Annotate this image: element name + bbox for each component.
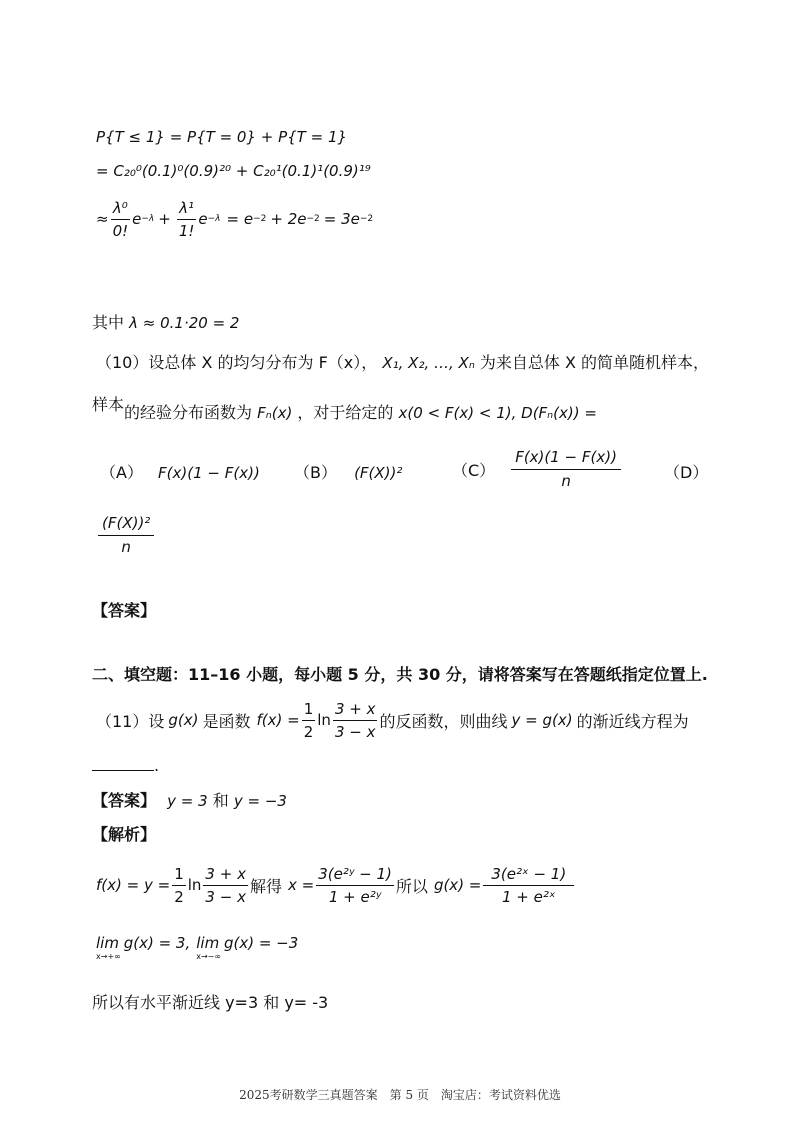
q11-solution: f(x) = y = $\frac{1}{2}$ ln $\frac{3 + x}{3 - x}$ 解得 x = $\frac{\text{3(e²ʸ − 1)}}{\text{1 + e²ʸ}}$ 所以 g(x) = $\frac{\text{3(e²ˣ − 1)}}{\text{1 + e²ˣ}}$ [96, 860, 576, 910]
blank-line [92, 758, 154, 771]
option-c: （C） $\frac{F(x)(1 - F(x))}{n}$ [452, 448, 623, 490]
answer-blank: . [92, 756, 159, 775]
option-a: （A） F(x)(1 − F(x)) [100, 463, 260, 482]
fraction-lambda0: $\frac{\text{λ⁰}}{0!}$ [112, 198, 129, 240]
fraction-lambda1: $\frac{\text{λ¹}}{1!}$ [178, 198, 195, 240]
q10-line-2: 样本的经验分布函数为 Fₙ(x) ，对于给定的 x(0 < F(x) < 1), D(Fₙ(x)) = [92, 395, 597, 422]
q11-limits: lim g(x) = 3, x→+∞ lim g(x) = −3 x→−∞ [96, 934, 299, 961]
section-heading: 二、填空题：11–16 小题，每小题 5 分，共 30 分，请将答案写在答题纸指定位置上. [92, 665, 708, 684]
approx-sign: ≈ [96, 210, 109, 228]
option-d: $\frac{\text{(F(X))²}}{n}$ [96, 514, 156, 556]
q11-analysis-label: 【解析】 [92, 825, 157, 844]
prob-line-3: ≈ $\frac{\text{λ⁰}}{0!}$ e −λ + $\frac{\text{λ¹}}{1!}$ e −λ = e −2 + 2e −2 = 3e −2 [96, 198, 374, 240]
prob-line-2: = C₂₀⁰(0.1)⁰(0.9)²⁰ + C₂₀¹(0.1)¹(0.9)¹⁹ [96, 162, 371, 180]
prob-line-1: P{T ≤ 1} = P{T = 0} + P{T = 1} [96, 128, 348, 146]
q11-answer: 【答案】 y = 3 和 y = −3 [92, 791, 287, 810]
q11-conclusion: 所以有水平渐近线 y=3 和 y= -3 [92, 993, 329, 1012]
q10-answer-label: 【答案】 [92, 601, 157, 620]
option-b: （B） (F(X))² [294, 463, 403, 482]
q11-statement: （11）设 g(x) 是函数 f(x) = $\frac{1}{2}$ ln $\frac{3 + x}{3 - x}$ 的反函数，则曲线 y = g(x) 的渐近线方程为 [96, 699, 689, 741]
lambda-note: 其中 λ ≈ 0.1·20 = 2 [92, 313, 240, 332]
page-footer: 2025考研数学三真题答案 第 5 页 淘宝店：考试资料优选 [239, 1088, 561, 1102]
option-d-label: （D） [664, 463, 709, 482]
q10-intro: （10）设总体 X 的均匀分布为 F（x）， X₁, X₂, …, Xₙ 为来自总体 X 的简单随机样本， [96, 353, 710, 372]
